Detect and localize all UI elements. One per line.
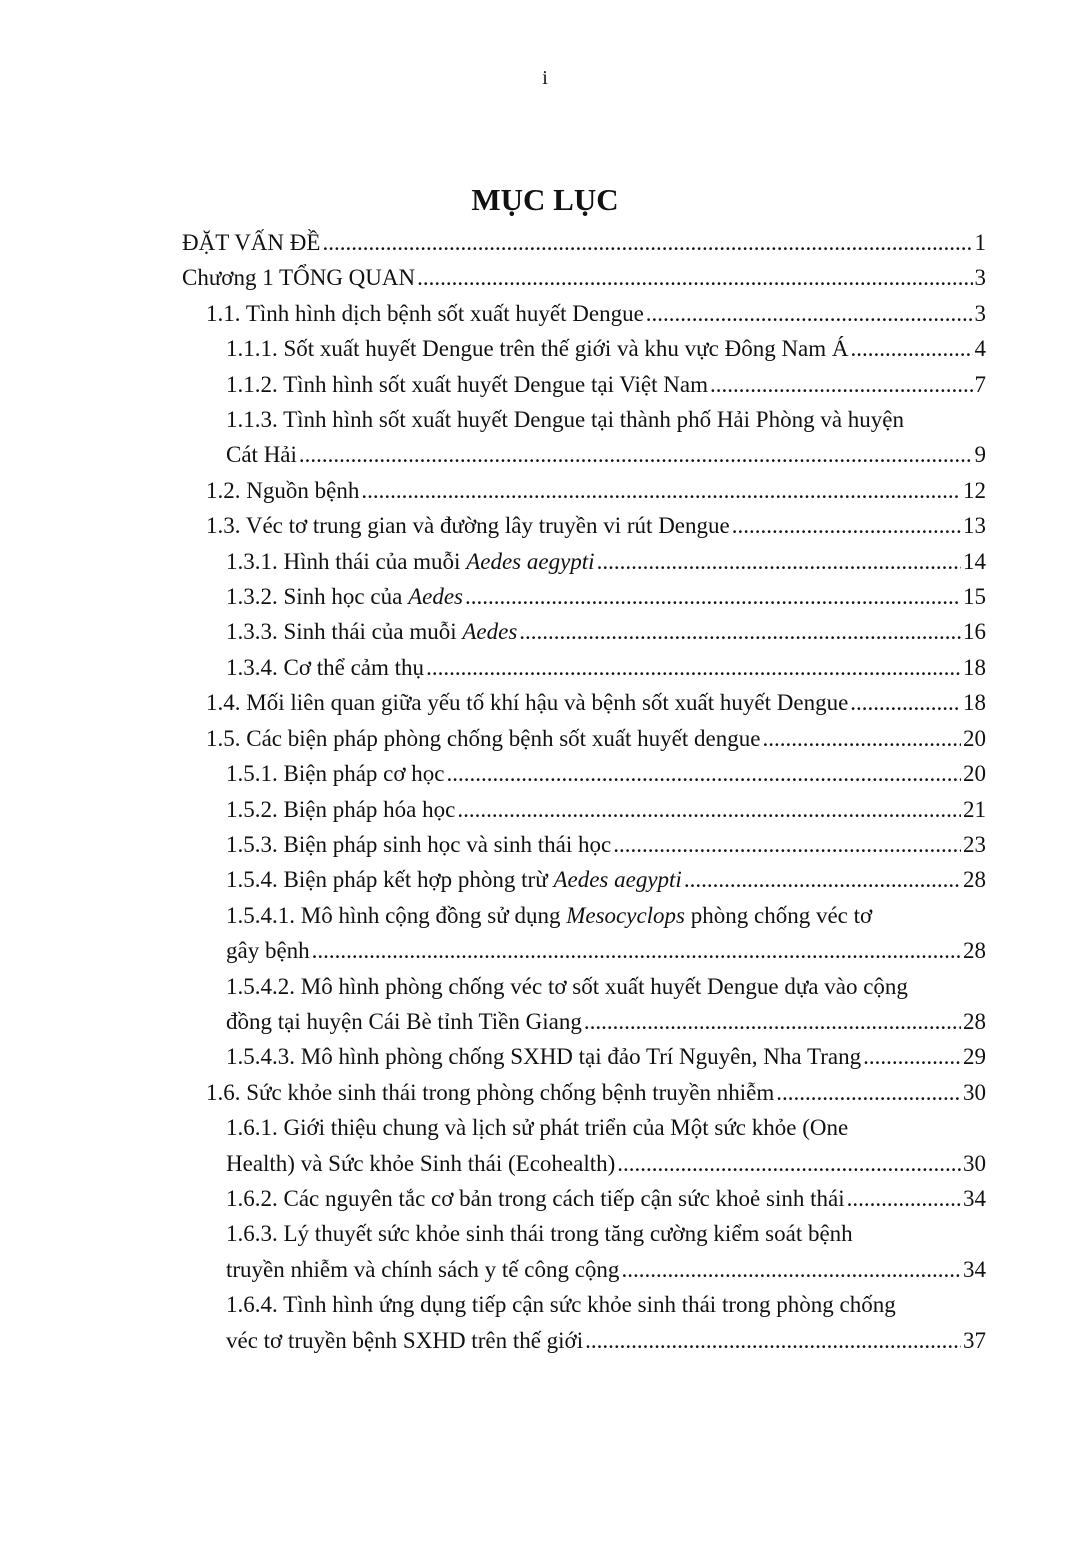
toc-entry-text-line1: 1.6.1. Giới thiệu chung và lịch sử phát triển của Một sức khỏe (One [226,1115,849,1141]
toc-leader-dots [584,1004,961,1039]
toc-entry[interactable] [182,1216,986,1287]
toc-entry[interactable] [182,225,986,260]
toc-page-number: 14 [963,548,986,574]
toc-page-number: 3 [974,265,986,291]
toc-leader-dots [762,721,961,756]
toc-entry[interactable] [182,756,986,791]
toc-leader-dots [613,827,961,862]
toc-entry[interactable] [182,473,986,508]
toc-leader-dots [597,544,961,579]
toc-page-number: 18 [963,654,986,680]
toc-entry[interactable] [182,792,986,827]
toc-entry-text-line1: 1.6.4. Tình hình ứng dụng tiếp cận sức khỏe sinh thái trong phòng chống [226,1292,896,1318]
toc-entry[interactable] [182,969,986,1040]
toc-entry-text-line1-end: phòng chống véc tơ [685,902,873,928]
toc-entry-text: ĐẶT VẤN ĐỀ [182,230,321,255]
toc-page-number: 1 [974,230,986,255]
toc-entry[interactable] [182,721,986,756]
toc-leader-dots [457,792,961,827]
toc-page-number: 7 [974,371,986,397]
toc-entry[interactable] [182,544,986,579]
toc-leader-dots [621,1252,961,1287]
toc-leader-dots [732,508,961,543]
toc-entry[interactable] [182,1287,986,1358]
toc-leader-dots [426,650,961,685]
toc-page-number: 13 [963,513,986,539]
toc-entry-text: 1.3.4. Cơ thể cảm thụ [226,654,425,680]
toc-leader-dots [417,260,972,295]
toc-page-number: 34 [963,1256,986,1282]
toc-entry-text: Chương 1 TỔNG QUAN [182,265,416,291]
toc-entry-text: 1.6.2. Các nguyên tắc cơ bản trong cách tiếp cận sức khoẻ sinh thái [226,1185,845,1211]
toc-entry-text: 1.1.1. Sốt xuất huyết Dengue trên thế giới và khu vực Đông Nam Á [226,336,849,362]
toc-entry[interactable] [182,508,986,543]
toc-entry-text: 1.5.4. Biện pháp kết hợp phòng trừ [226,867,554,893]
toc-leader-dots [684,862,961,897]
toc-leader-dots [847,1181,961,1216]
toc-page-number: 12 [963,477,986,503]
toc-entry-text: 1.3.2. Sinh học của [226,584,409,610]
toc-title: MỤC LỤC [471,182,619,217]
toc-entry-italic-text: Aedes [462,619,518,645]
toc-leader-dots [519,614,961,649]
toc-entry-text: 1.5.3. Biện pháp sinh học và sinh thái học [226,831,612,857]
toc-page-number: 28 [963,1008,986,1034]
toc-entry[interactable] [182,402,986,473]
toc-leader-dots [850,685,961,720]
toc-entry-text: 1.1.2. Tình hình sốt xuất huyết Dengue tại Việt Nam [226,371,708,397]
toc-entry-italic-text: Aedes aegypti [466,548,595,574]
toc-entry-text: truyền nhiễm và chính sách y tế công cộng [226,1256,620,1282]
toc-page-number: 34 [963,1185,986,1211]
table-of-contents [182,225,986,1358]
toc-page-number: 15 [963,584,986,610]
toc-entry[interactable] [182,650,986,685]
toc-entry-text: 1.3. Véc tơ trung gian và đường lây truyền vi rút Dengue [206,513,730,539]
toc-leader-dots [710,367,973,402]
toc-entry[interactable] [182,296,986,331]
toc-leader-dots [851,331,973,366]
toc-page-number: 30 [963,1079,986,1105]
toc-entry[interactable] [182,685,986,720]
toc-page-number: 4 [974,336,986,362]
toc-entry[interactable] [182,898,986,969]
toc-entry-text: Cát Hải [226,442,297,468]
toc-page-number: 18 [963,690,986,716]
toc-entry[interactable] [182,1075,986,1110]
toc-leader-dots [299,437,973,472]
toc-entry-text: 1.2. Nguồn bệnh [206,477,360,503]
toc-page-number: 28 [963,938,986,964]
toc-entry-text-line1: 1.5.4.2. Mô hình phòng chống véc tơ sốt xuất huyết Dengue dựa vào cộng [226,973,908,999]
toc-entry[interactable] [182,614,986,649]
toc-page-number: 30 [963,1150,986,1176]
toc-entry-text: đồng tại huyện Cái Bè tỉnh Tiền Giang [226,1008,582,1034]
toc-page-number: 23 [963,831,986,857]
toc-entry-text: 1.5. Các biện pháp phòng chống bệnh sốt xuất huyết dengue [206,725,761,751]
toc-entry[interactable] [182,579,986,614]
toc-leader-dots [446,756,961,791]
toc-entry-text: 1.5.1. Biện pháp cơ học [226,761,445,787]
toc-entry[interactable] [182,862,986,897]
toc-leader-dots [646,296,973,331]
toc-page-number: 29 [963,1044,986,1070]
toc-entry-text: 1.3.1. Hình thái của muỗi [226,548,467,574]
toc-entry[interactable] [182,1110,986,1181]
toc-leader-dots [322,225,972,260]
toc-entry[interactable] [182,1039,986,1074]
toc-entry-text: 1.3.3. Sinh thái của muỗi [226,619,463,645]
toc-page-number: 28 [963,867,986,893]
toc-entry-text: gây bệnh [226,938,310,964]
toc-entry-text: 1.1. Tình hình dịch bệnh sốt xuất huyết Dengue [206,300,644,326]
toc-page-number: 3 [974,300,986,326]
toc-entry-text: 1.5.2. Biện pháp hóa học [226,796,456,822]
toc-entry-italic-text: Aedes [408,584,463,610]
toc-page-number: 21 [963,796,986,822]
toc-leader-dots [617,1146,961,1181]
toc-entry-text-line1: 1.1.3. Tình hình sốt xuất huyết Dengue tại thành phố Hải Phòng và huyện [226,407,904,433]
toc-entry-italic-text: Mesocyclops [566,902,686,928]
toc-entry[interactable] [182,260,986,295]
toc-entry-text: Health) và Sức khỏe Sinh thái (Ecohealth) [226,1150,616,1176]
toc-page-number: 20 [963,761,986,787]
toc-leader-dots [776,1075,961,1110]
toc-leader-dots [863,1039,961,1074]
toc-entry-text: véc tơ truyền bệnh SXHD trên thế giới [226,1327,584,1353]
toc-page-number: 9 [974,442,986,468]
toc-entry-italic-text: Aedes aegypti [553,867,682,893]
toc-leader-dots [585,1323,961,1358]
toc-leader-dots [465,579,961,614]
toc-entry[interactable] [182,331,986,366]
toc-leader-dots [361,473,961,508]
toc-page-number: 20 [963,725,986,751]
toc-entry-text: 1.4. Mối liên quan giữa yếu tố khí hậu và bệnh sốt xuất huyết Dengue [206,690,849,716]
toc-entry[interactable] [182,827,986,862]
toc-entry-text-line1: 1.6.3. Lý thuyết sức khỏe sinh thái trong tăng cường kiểm soát bệnh [226,1221,853,1247]
toc-entry-text: 1.6. Sức khỏe sinh thái trong phòng chống bệnh truyền nhiễm [206,1079,775,1105]
toc-page-number: 16 [963,619,986,645]
toc-entry[interactable] [182,367,986,402]
page-number: i [542,67,548,89]
toc-entry-text: 1.5.4.3. Mô hình phòng chống SXHD tại đảo Trí Nguyên, Nha Trang [226,1044,862,1070]
toc-entry-text-line1: 1.5.4.1. Mô hình cộng đồng sử dụng [226,902,567,928]
toc-entry[interactable] [182,1181,986,1216]
toc-leader-dots [312,933,961,968]
toc-page-number: 37 [963,1327,986,1353]
